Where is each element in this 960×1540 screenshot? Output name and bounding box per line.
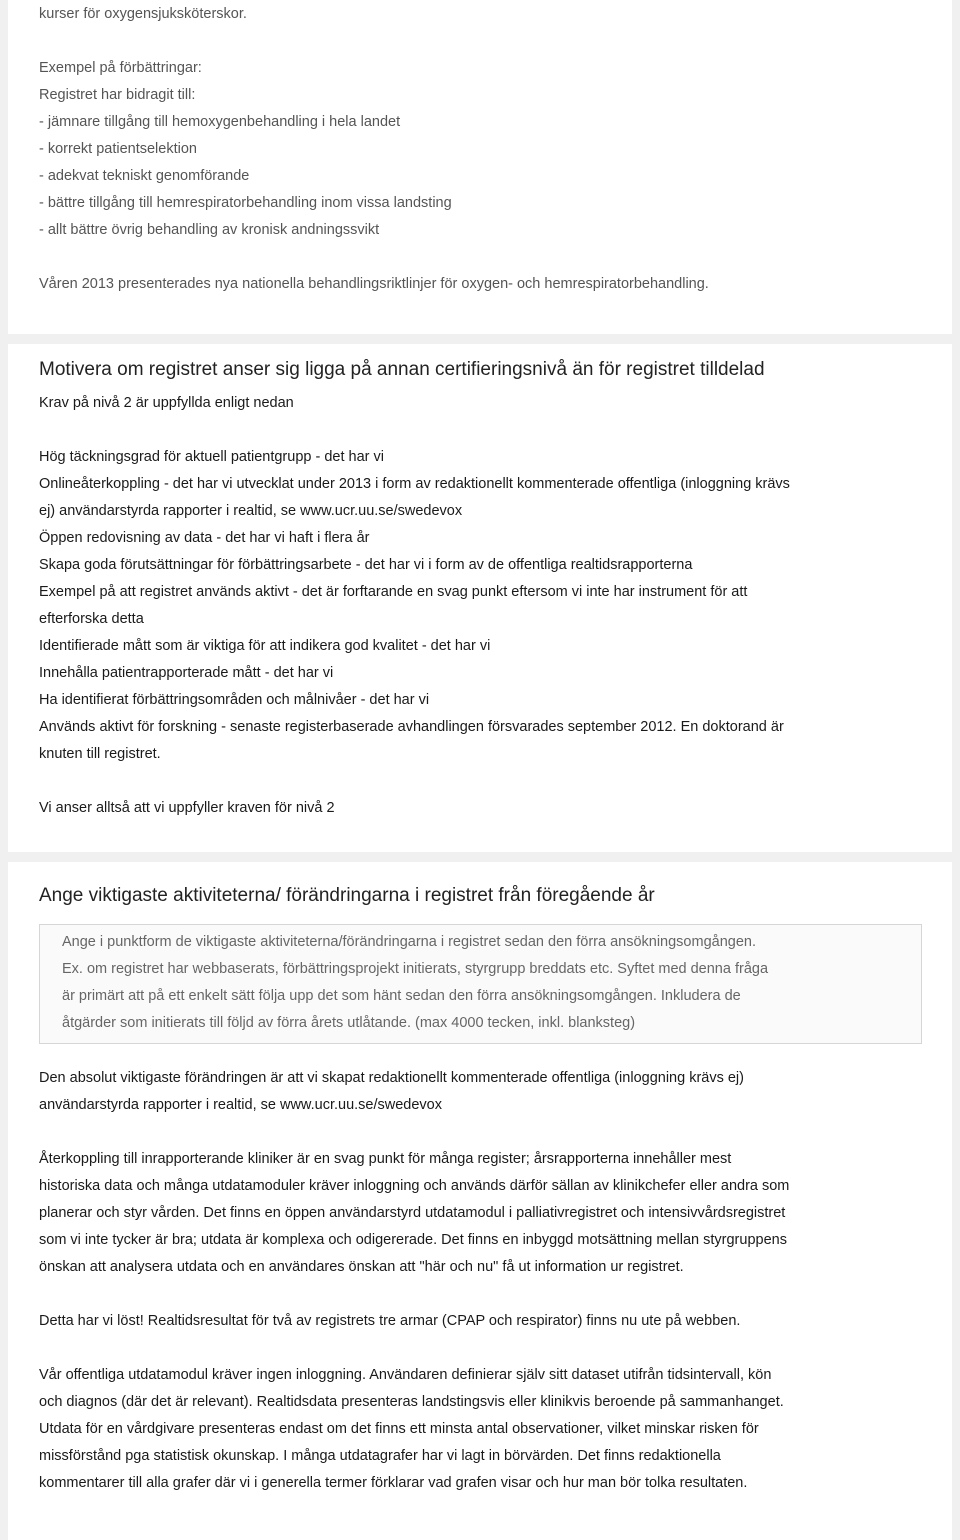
- certification-heading: Motivera om registret anser sig ligga på annan certifieringsnivå än för registret tilldelad: [39, 359, 765, 380]
- activities-text: [39, 1065, 922, 1497]
- text-line: [39, 1281, 922, 1308]
- text-line: Våren 2013 presenterades nya nationella behandlingsriktlinjer för oxygen- och hemrespiratorbehandling.: [39, 276, 709, 292]
- text-line: Innehålla patientrapporterade mått - det har vi: [39, 665, 334, 681]
- text-line: [39, 768, 922, 795]
- text-line: Används aktivt för forskning - senaste registerbaserade avhandlingen försvarades september 2012. En doktorand är: [39, 719, 784, 735]
- text-line: Vår offentliga utdatamodul kräver ingen inloggning. Användaren definierar själv sitt dataset utifrån tidsintervall, kön: [39, 1367, 772, 1383]
- improvements-text: [39, 0, 922, 298]
- text-line: kurser för oxygensjuksköterskor.: [39, 6, 247, 22]
- text-line: knuten till registret.: [39, 746, 161, 762]
- text-line: som vi inte tycker är bra; utdata är komplexa och odigererade. Det finns en inbyggd motsättning mellan styrgruppens: [39, 1232, 787, 1248]
- instruction-line: åtgärder som initierats till följd av förra årets utlåtande. (max 4000 tecken, inkl. blanksteg): [62, 1015, 636, 1031]
- text-line: efterforska detta: [39, 611, 144, 627]
- text-line: [39, 1335, 922, 1362]
- text-line: Krav på nivå 2 är uppfyllda enligt nedan: [39, 395, 294, 411]
- text-line: Skapa goda förutsättningar för förbättringsarbete - det har vi i form av de offentliga realtidsrapporterna: [39, 557, 693, 573]
- text-line: Utdata för en vårdgivare presenteras endast om det finns ett minsta antal observationer, vilket minskar risken för: [39, 1421, 759, 1437]
- text-line: - jämnare tillgång till hemoxygenbehandling i hela landet: [39, 114, 401, 130]
- text-line: Registret har bidragit till:: [39, 87, 196, 103]
- instruction-line: Ange i punktform de viktigaste aktiviteterna/förändringarna i registret sedan den förra ansökningsomgången.: [62, 934, 756, 950]
- text-line: [39, 1119, 922, 1146]
- text-line: - bättre tillgång till hemrespiratorbehandling inom vissa landsting: [39, 195, 452, 211]
- document-page: [8, 0, 952, 1540]
- text-line: Detta har vi löst! Realtidsresultat för två av registrets tre armar (CPAP och respirator) finns nu ute på webben.: [39, 1313, 741, 1329]
- text-line: Ha identifierat förbättringsområden och målnivåer - det har vi: [39, 692, 430, 708]
- text-line: ej) användarstyrda rapporter i realtid, se www.ucr.uu.se/swedevox: [39, 503, 463, 519]
- text-line: kommentarer till alla grafer där vi i generella termer förklarar vad grafen visar och hur man bör tolka resultaten.: [39, 1475, 748, 1491]
- section-improvements: [8, 0, 952, 334]
- section-activities: [8, 862, 952, 1540]
- text-line: Den absolut viktigaste förändringen är att vi skapat redaktionellt kommenterade offentliga (inloggning krävs ej): [39, 1070, 744, 1086]
- text-line: Exempel på att registret används aktivt - det är forftarande en svag punkt eftersom vi inte har instrument för att: [39, 584, 748, 600]
- text-line: användarstyrda rapporter i realtid, se www.ucr.uu.se/swedevox: [39, 1097, 442, 1113]
- text-line: Onlineåterkoppling - det har vi utvecklat under 2013 i form av redaktionellt kommenterade offentliga (inloggning krävs: [39, 476, 790, 492]
- instructions-box: [39, 924, 922, 1044]
- certification-text: [39, 390, 922, 822]
- text-line: - korrekt patientselektion: [39, 141, 197, 157]
- text-line: historiska data och många utdatamoduler kräver inloggning och används därför sällan av klinikchefer eller andra som: [39, 1178, 790, 1194]
- text-line: [39, 417, 922, 444]
- text-line: önskan att analysera utdata och en användares önskan att "här och nu" få ut information ur registret.: [39, 1259, 684, 1275]
- text-line: [39, 28, 922, 55]
- text-line: Öppen redovisning av data - det har vi haft i flera år: [39, 530, 370, 546]
- text-line: [39, 244, 922, 271]
- instruction-line: är primärt att på ett enkelt sätt följa upp det som hänt sedan den förra ansökningsomgången. Inkludera de: [62, 988, 741, 1004]
- section-certification-motivation: [8, 344, 952, 852]
- text-line: - allt bättre övrig behandling av kronisk andningssvikt: [39, 222, 380, 238]
- text-line: Exempel på förbättringar:: [39, 60, 202, 76]
- text-line: planerar och styr vården. Det finns en öppen användarstyrd utdatamodul i palliativregistret och intensivvårdsregistret: [39, 1205, 786, 1221]
- text-line: och diagnos (där det är relevant). Realtidsdata presenteras landstingsvis eller klinikvis beroende på sammanhanget.: [39, 1394, 784, 1410]
- text-line: Återkoppling till inrapporterande kliniker är en svag punkt för många register; årsrapporterna innehåller mest: [39, 1151, 732, 1167]
- instruction-line: Ex. om registret har webbaserats, förbättringsprojekt initierats, styrgrupp breddats etc. Syftet med denna fråga: [62, 961, 769, 977]
- text-line: - adekvat tekniskt genomförande: [39, 168, 250, 184]
- text-line: Identifierade mått som är viktiga för att indikera god kvalitet - det har vi: [39, 638, 491, 654]
- activities-heading: Ange viktigaste aktiviteterna/ förändringarna i registret från föregående år: [39, 885, 655, 906]
- text-line: Hög täckningsgrad för aktuell patientgrupp - det har vi: [39, 449, 384, 465]
- text-line: Vi anser alltså att vi uppfyller kraven för nivå 2: [39, 800, 335, 816]
- text-line: missförstånd pga statistisk okunskap. I många utdatagrafer har vi lagt in börvärden. Det finns redaktionella: [39, 1448, 721, 1464]
